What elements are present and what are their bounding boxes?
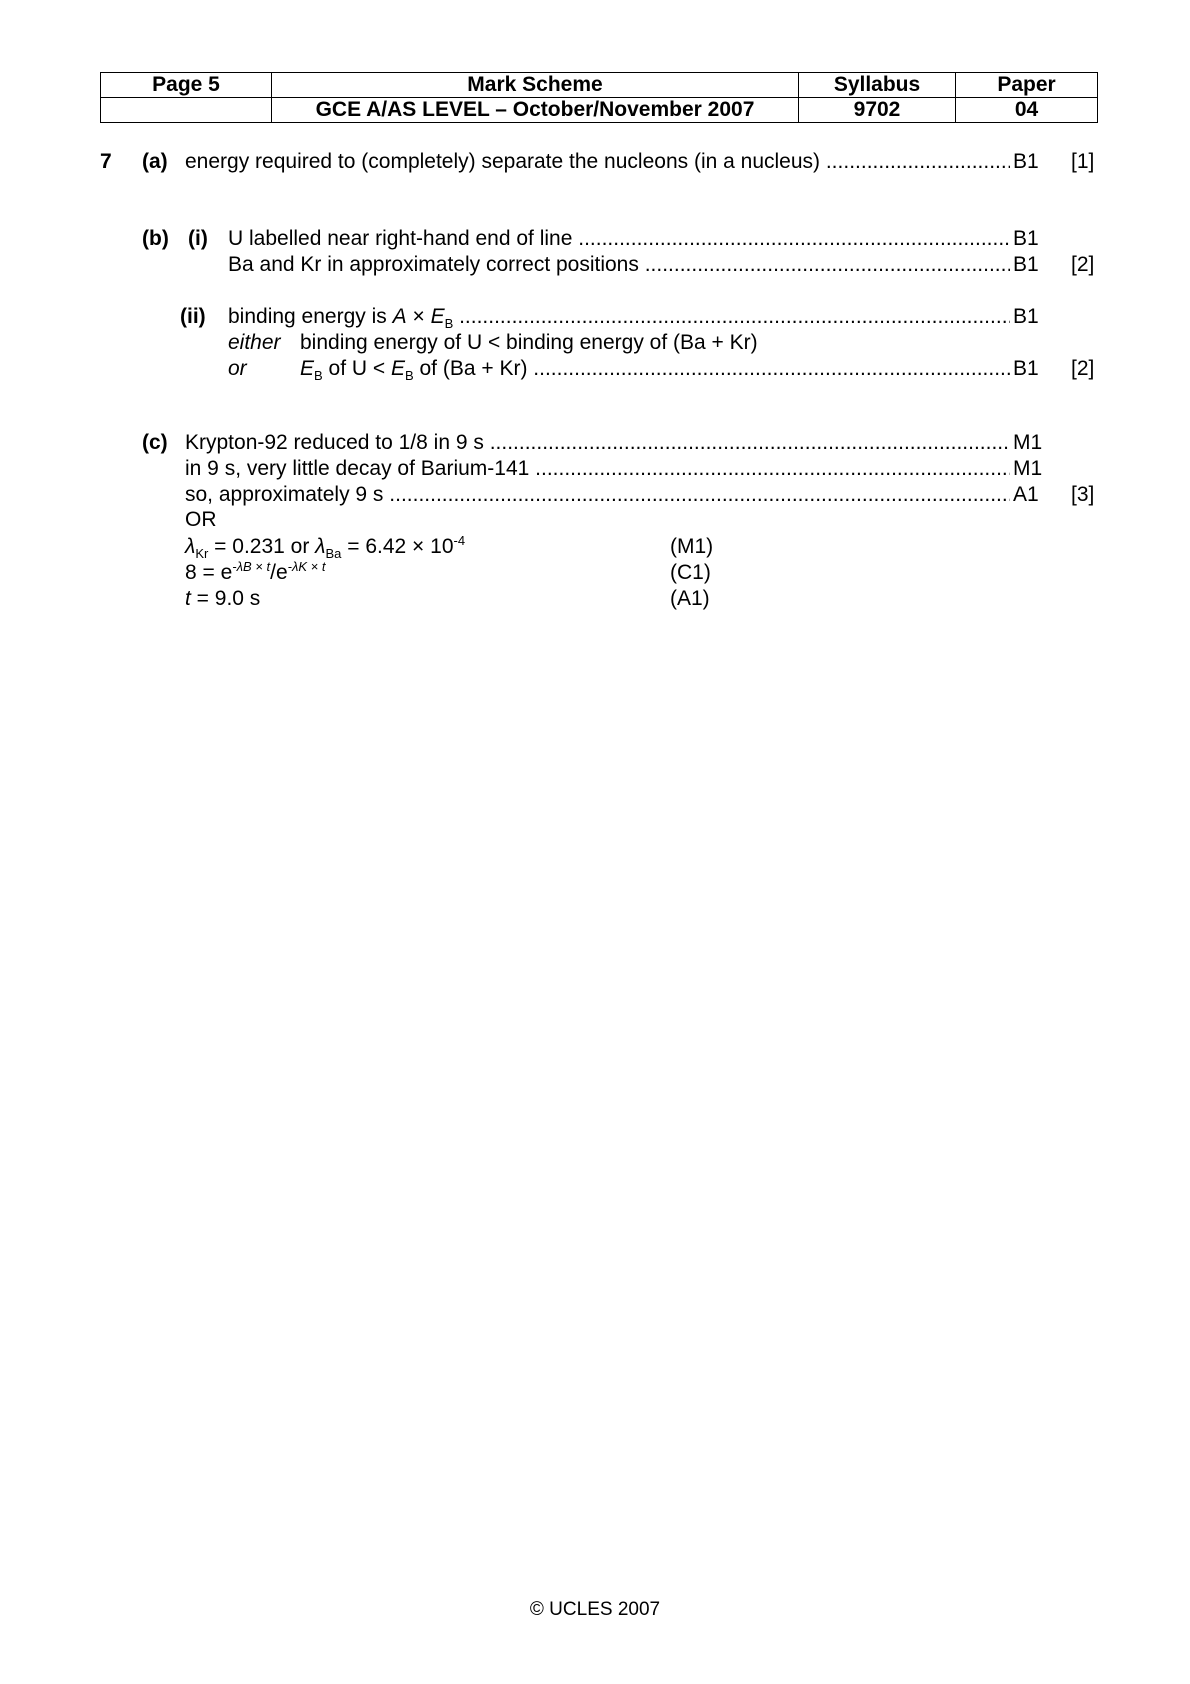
footer-copyright: © UCLES 2007 <box>529 1599 661 1620</box>
part-bi-label: (i) <box>188 227 208 250</box>
doc-title: Mark Scheme <box>272 73 799 98</box>
part-b-label: (b) <box>142 227 169 250</box>
part-bii-line1: binding energy is $A \times E_B$ ..... <box>228 304 1010 330</box>
or-alternative: OR <box>185 508 217 531</box>
part-bii-mark1: B1 <box>1013 305 1039 328</box>
part-c-line2: in 9 s, very little decay of Barium-141 ..... <box>185 456 1010 482</box>
part-c-line1: Krypton-92 reduced to 1/8 in 9 s ..... <box>185 430 1010 456</box>
part-bi-line2: Ba and Kr in approximately correct positions ..... <box>228 252 1010 278</box>
part-a-mark: B1 <box>1013 150 1039 173</box>
header-table <box>100 72 1098 123</box>
alt-line2: $8 = e^{-\lambda B \times t}/e^{-\lambda K \times t}$ <box>185 559 326 584</box>
part-c-total: [3] <box>1071 483 1095 506</box>
part-c-label: (c) <box>142 431 168 454</box>
paper-label: Paper <box>956 73 1098 98</box>
part-c-mark2: M1 <box>1013 457 1043 480</box>
question-number: 7 <box>100 150 112 173</box>
or-text: $E_B$ of $U < E_B$ of (Ba + Kr) ..... <box>300 356 1010 382</box>
part-bi-mark2: B1 <box>1013 253 1039 276</box>
part-bii-total: [2] <box>1071 357 1095 380</box>
either-text: binding energy of U < binding energy of (Ba + Kr) <box>300 331 758 354</box>
part-c-line3: so, approximately 9 s ..... <box>185 482 1010 508</box>
part-bii-mark2: B1 <box>1013 357 1039 380</box>
exam-name: GCE A/AS LEVEL – October/November 2007 <box>272 98 799 123</box>
paper-code: 04 <box>956 98 1098 123</box>
part-bi-mark1: B1 <box>1013 227 1039 250</box>
either-label: either <box>228 331 281 354</box>
page-number: Page 5 <box>101 73 272 98</box>
part-a-total: [1] <box>1071 150 1095 173</box>
part-a-text: energy required to (completely) separate the nucleons (in a nucleus) ..... <box>185 149 1010 175</box>
part-c-mark1: M1 <box>1013 431 1043 454</box>
part-bi-total: [2] <box>1071 253 1095 276</box>
part-a-label: (a) <box>142 150 168 173</box>
syllabus-label: Syllabus <box>799 73 956 98</box>
or-label: or <box>228 357 247 380</box>
alt-line3: t = 9.0 s <box>185 587 261 610</box>
alt-line1: $\lambda_{Kr} = 0.231$ or $\lambda_{Ba} = 6.42 \times 10^{-4}$ <box>185 533 466 562</box>
syllabus-code: 9702 <box>799 98 956 123</box>
alt-mark1: (M1) <box>670 535 714 558</box>
alt-mark2: (C1) <box>670 561 711 584</box>
part-bii-label: (ii) <box>180 305 206 328</box>
empty-cell <box>101 98 272 123</box>
part-c-mark3: A1 <box>1013 483 1039 506</box>
part-bi-line1: U labelled near right-hand end of line ..... <box>228 226 1010 252</box>
alt-mark3: (A1) <box>670 587 710 610</box>
